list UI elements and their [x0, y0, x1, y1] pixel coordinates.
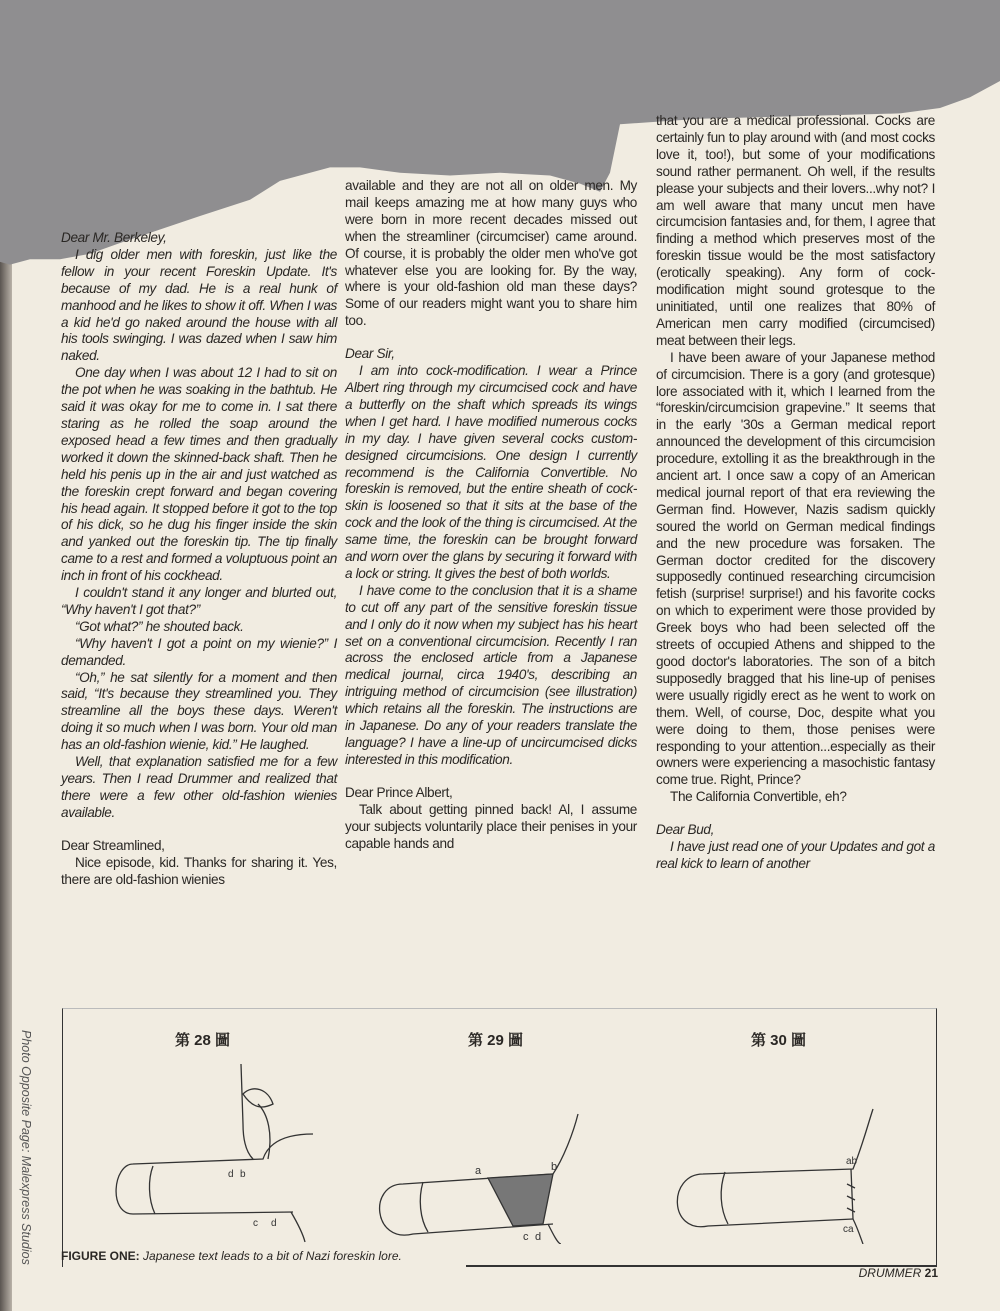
svg-text:d: d — [228, 1169, 234, 1180]
column-3 — [656, 113, 935, 873]
paragraph: I dig older men with foreskin, just like the fellow in your recent Foreskin Update. It's because of my dad. He is a real hunk of manhood and he likes to show it off. When I was a kid he'd go naked around the house with all his tools swinging. I was dazed when I saw him naked. — [61, 246, 337, 364]
page-folio — [859, 1266, 938, 1280]
letter-salutation: Dear Streamlined, — [61, 837, 165, 853]
svg-text:a: a — [475, 1165, 482, 1177]
letter-salutation: Dear Prince Albert, — [345, 784, 453, 800]
paragraph: Talk about getting pinned back! Al, I assume your subjects voluntarily place their penises in your capable hands and — [345, 801, 637, 851]
paragraph: I have been aware of your Japanese method of circumcision. There is a gory (and grotesque) lore associated with it, which I learned from the “foreskin/circumcision grapevine.” It seems that in the early '30s a German medical report announced the development of this circumcision procedure, extolling it as the breakthrough in the ancient art. I once saw a copy of an American medical journal report of that era reviewing the German find. However, Nazis sadism quickly soured the world on German medical findings and the new procedure was forsaken. The German doctor credited for the discovery supposedly continued researching circumcision fetish (surprise! surprise!) and his favorite cocks on which to experiment were those provided by Greek boys who had been selected off the streets of occupied Athens and shipped to the good doctor's laboratories. The son of a bitch supposedly bragged that his line-up of penises were usually rigidly erect as he went to work on them. Well, of course, Doc, despite what you were doing to them, those penises were responding to your attention...especially as their owners were experiencing a masochistic fantasy come true. Right, Prince? — [656, 349, 935, 788]
paragraph: Well, that explanation satisfied me for a few years. Then I read Drummer and realized that there were a few other old-fashion wienies available. — [61, 754, 337, 820]
svg-text:c: c — [523, 1231, 529, 1243]
paragraph: I have come to the conclusion that it is a shame to cut off any part of the sensitive foreskin tissue and I only do it now when my subject has his heart set on a conventional circumcision. Recently I ran across the enclosed article from a Japanese medical journal, circa 1940's, describing an intriguing method of circumcision (see illustration) which retains all the foreskin. The instructions are in Japanese. Do any of your readers translate the language? I have a line-up of uncircumcised dicks interested in this modification. — [345, 582, 637, 767]
figure-label-30: 第 30 圖 — [751, 1032, 807, 1049]
letter-salutation: Dear Mr. Berkeley, — [61, 230, 167, 245]
illustration-30 — [663, 1064, 923, 1244]
paragraph: available and they are not all on older men. My mail keeps amazing me at how many guys who were born in more recent decades missed out when the streamliner (circumciser) came around. Of course, it is probably the older men who've got whatever else you are looking for. By the way, where is your old-fashion old man these days? Some of our readers might want you to share him too. — [345, 178, 637, 329]
illustration-28 — [93, 1064, 353, 1244]
paragraph: The California Convertible, eh? — [670, 789, 847, 805]
letter-salutation: Dear Sir, — [345, 346, 395, 362]
column-2 — [345, 178, 637, 852]
paragraph: One day when I was about 12 I had to sit on the pot when he was soaking in the bathtub. He said it was okay for me to come in. I sat there staring as he rolled the soap around the exposed head a few times and then gradually worked it down the skinned-back shaft. Then he held his penis up in the air and just watched as the foreskin crept forward and began covering his head again. It stopped before it got to the top of his dick, so he dug his finger inside the skin and yanked out the foreskin tip. The tip finally came to a rest and formed a voluptuous point an inch in front of his cockhead. — [61, 365, 337, 584]
illustration-29 — [363, 1064, 643, 1244]
paragraph: Nice episode, kid. Thanks for sharing it. Yes, there are old-fashion wienies — [61, 854, 337, 887]
figure-one — [62, 1008, 937, 1267]
svg-text:ab: ab — [846, 1156, 858, 1167]
paragraph: “Why haven't I got a point on my wienie?” I demanded. — [61, 635, 337, 668]
magazine-name: DRUMMER — [858, 1266, 922, 1280]
svg-text:d: d — [535, 1231, 542, 1243]
photo-credit: Photo Opposite Page: Malexpress Studios — [19, 1030, 33, 1265]
paragraph: I couldn't stand it any longer and blurted out, “Why haven't I got that?” — [61, 585, 337, 617]
column-1 — [61, 230, 337, 888]
figure-label-29: 第 29 圖 — [468, 1032, 524, 1049]
paragraph: “Oh,” he sat silently for a moment and then said, “It's because they streamlined you. They streamline all the boys these days. Weren't doing it so much when I was born. Your old man has an old-fashion wienie, kid.” He laughed. — [61, 669, 337, 753]
paragraph: I have just read one of your Updates and got a real kick to learn of another — [656, 839, 935, 871]
svg-text:d: d — [271, 1218, 277, 1229]
figure-caption — [61, 1249, 402, 1263]
paragraph: that you are a medical professional. Cocks are certainly fun to play around with (and most cocks love it, too!), but some of your modifications sound rather permanent. Oh well, if the results please your subjects and their lovers...why not? I am well aware that many uncut men have circumcision fantasies and, for them, I agree that finding a method which preserves most of the foreskin tissue would be the most satisfactory (erotically speaking). Any form of cock-modification might sound grotesque to the uninitiated, until one realizes that 80% of American men carry modified (circumcised) meat between their legs. — [656, 113, 935, 348]
svg-text:b: b — [240, 1169, 246, 1180]
paragraph: I am into cock-modification. I wear a Prince Albert ring through my circumcised cock and have a butterfly on the shaft which spreads its wings when I get hard. I have modified numerous cocks in my day. I have given several cocks custom-designed circumcisions. One design I currently recommend is the California Convertible. No foreskin is removed, but the entire sheath of cock-skin is loosened so that it sits at the base of the cock and the look of the thing is circumcised. At the same time, the foreskin can be brought forward and worn over the glans by securing it forward with a lock or string. It gives the best of both worlds. — [345, 363, 637, 581]
paragraph: “Got what?” he shouted back. — [75, 618, 244, 634]
svg-text:c: c — [253, 1218, 258, 1229]
svg-text:ca: ca — [843, 1224, 854, 1235]
caption-label: FIGURE ONE: — [61, 1249, 140, 1263]
svg-text:b: b — [551, 1161, 558, 1173]
caption-text: Japanese text leads to a bit of Nazi foreskin lore. — [143, 1249, 402, 1263]
figure-label-28: 第 28 圖 — [175, 1032, 231, 1049]
letter-salutation: Dear Bud, — [656, 822, 715, 838]
page-number: 21 — [924, 1266, 938, 1280]
